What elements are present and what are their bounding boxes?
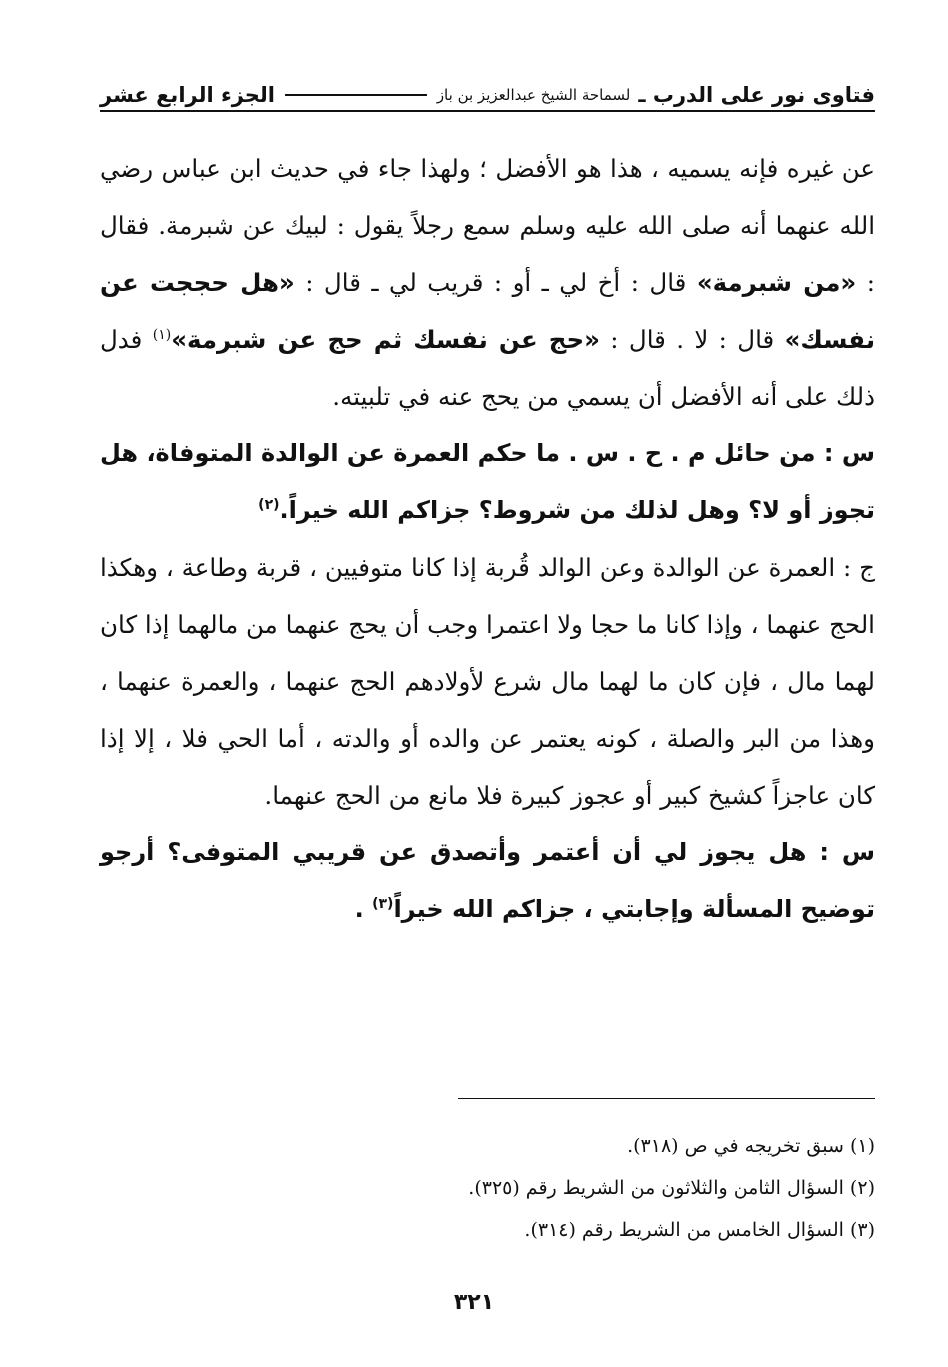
main-text — [100, 140, 875, 938]
author-line: لسماحة الشيخ عبدالعزيز بن باز — [436, 86, 631, 104]
hadith-quote: «حج عن نفسك ثم حج عن شبرمة» — [171, 325, 600, 354]
book-title: فتاوى نور على الدرب ـ — [638, 83, 875, 107]
question-text: س : من حائل م . ح . س . ما حكم العمرة عن الوالدة المتوفاة، هل تجوز أو لا؟ وهل لذلك من شروط؟ جزاكم الله خيراً. — [100, 439, 875, 524]
question-2 — [100, 824, 875, 938]
hadith-quote: «من شبرمة» — [696, 268, 857, 297]
question-1 — [100, 425, 875, 539]
header-dash-rule — [285, 94, 427, 96]
text-run: عن غيره فإنه يسميه ، هذا هو الأفضل ؛ ولهذا جاء في حديث ابن عباس رضي الله عنهما أنه صلى الله عليه وسلم سمع رجلاً يقول : لبيك عن شبرمة. فقال : — [100, 154, 875, 297]
footnote-item: (٣) السؤال الخامس من الشريط رقم (٣١٤). — [524, 1219, 875, 1241]
footnote-separator — [458, 1098, 875, 1099]
hadith-quote: «هل حججت عن نفسك» — [100, 268, 876, 354]
page-number: ٣٢١ — [453, 1290, 495, 1315]
paragraph-answer-continued — [100, 140, 875, 425]
answer-1 — [100, 539, 875, 824]
text-run: فدل ذلك على أنه الأفضل أن يسمي من يحج عنه في تلبيته. — [100, 325, 875, 411]
footnote-item: (٢) السؤال الثامن والثلاثون من الشريط رقم (٣٢٥). — [468, 1177, 875, 1199]
text-run: قال : أخ لي ـ أو : قريب لي ـ قال : — [305, 268, 687, 297]
running-header — [100, 80, 875, 112]
answer-text: ج : العمرة عن الوالدة وعن الوالد قُربة إذا كانا متوفيين ، قربة وطاعة ، وهكذا الحج عنهما ، وإذا كانا ما حجا ولا اعتمرا وجب أن يحج عنهما من مالهما إذا كان لهما مال ، فإن كان ما لهما مال شرع لأولادهم الحج عنهما ، والعمرة عنهما ، وهذا من البر والصلة ، كونه يعتمر عن والده أو والدته ، أما الحي فلا ، إلا إذا كان عاجزاً كشيخ كبير أو عجوز كبيرة فلا مانع من الحج عنهما. — [100, 553, 875, 810]
footnote-ref: (٢) — [258, 497, 280, 513]
text-run: قال : لا . قال : — [610, 325, 775, 354]
footnote-ref: (١) — [152, 326, 172, 343]
question-text: س : هل يجوز لي أن أعتمر وأتصدق عن قريبي المتوفى؟ أرجو توضيح المسألة وإجابتي ، جزاكم الله خيراً — [100, 838, 875, 923]
footnote-item: (١) سبق تخريجه في ص (٣١٨). — [627, 1135, 875, 1157]
volume-part: الجزء الرابع عشر — [100, 83, 275, 107]
footnote-ref: (٣) — [372, 896, 394, 912]
text-run: . — [354, 895, 364, 923]
footnotes — [300, 1125, 875, 1251]
